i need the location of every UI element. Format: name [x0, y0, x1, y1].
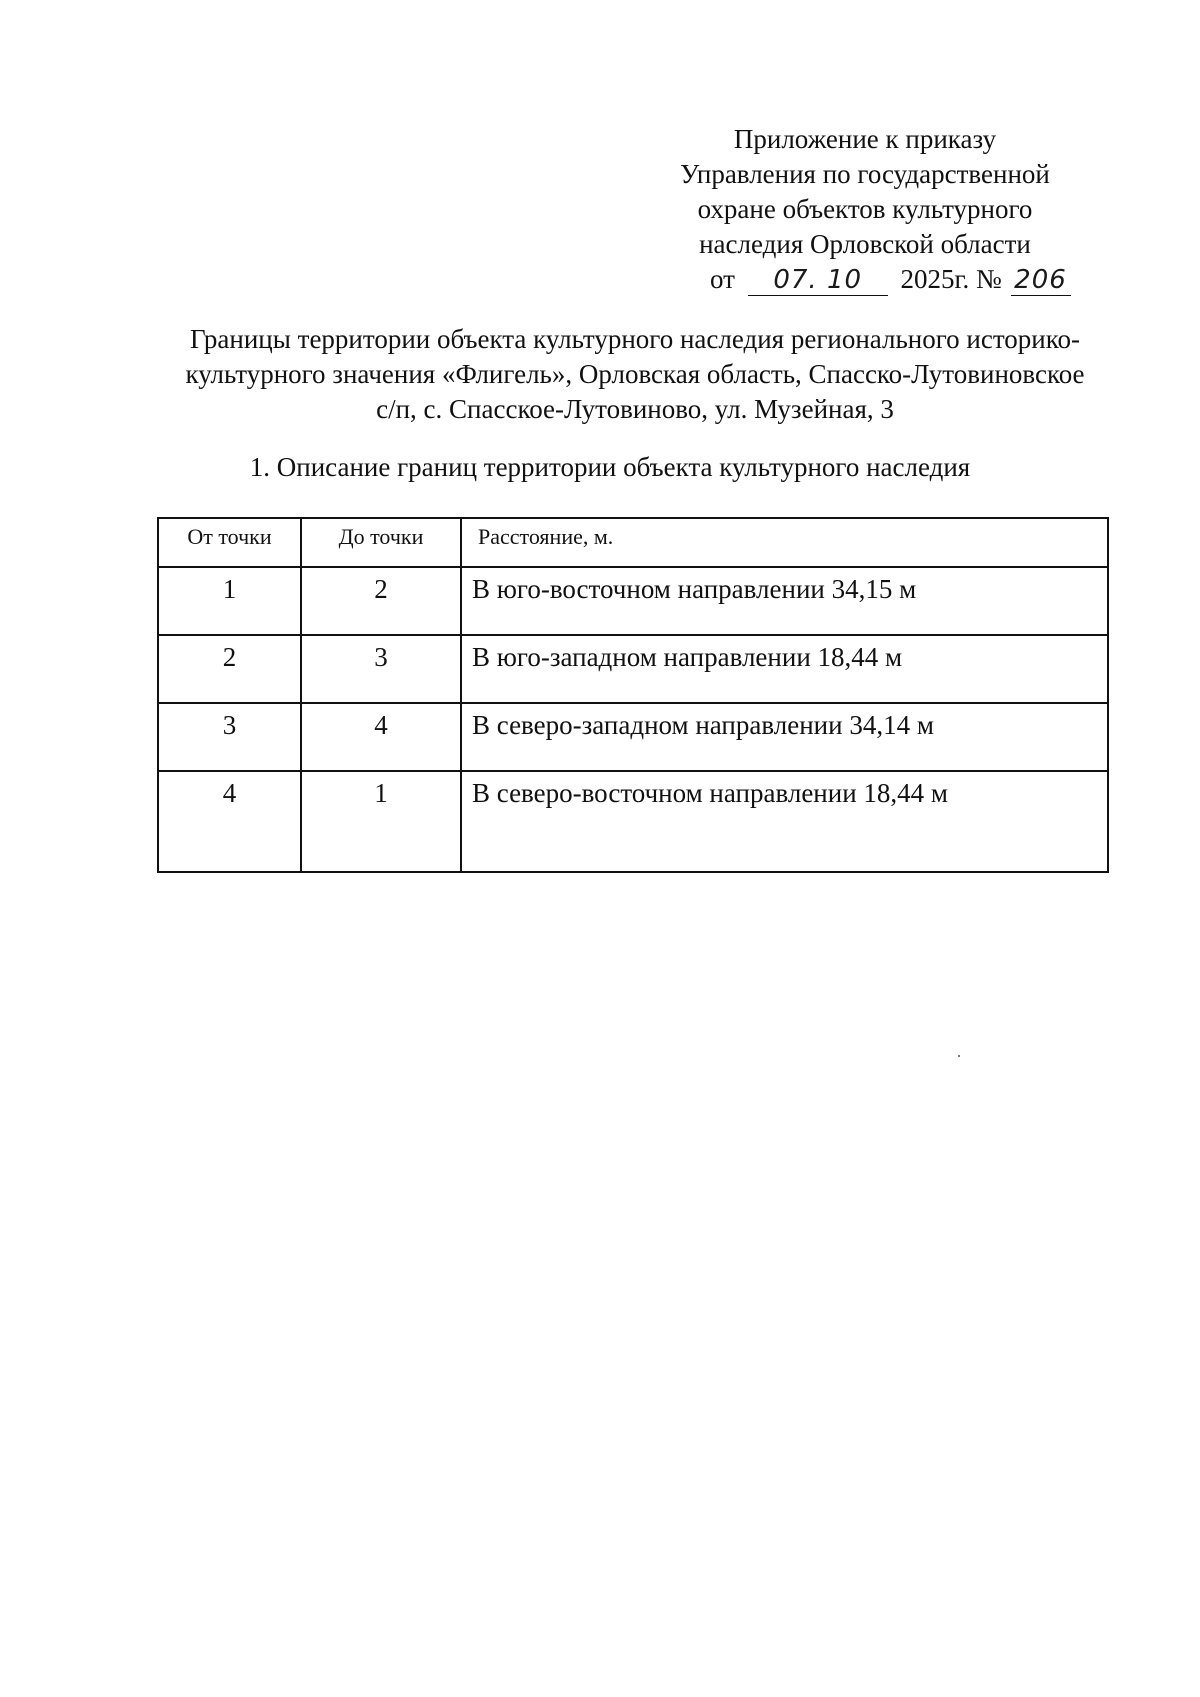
header-distance: Расстояние, м. [461, 518, 1108, 567]
table-row [158, 567, 1108, 635]
table-row [158, 703, 1108, 771]
cell-distance: В северо-западном направлении 34,14 м [461, 703, 1108, 771]
handwritten-order-number: 206 [1011, 265, 1071, 296]
appendix-header [640, 122, 1090, 262]
appendix-line: охране объектов культурного [697, 194, 1033, 224]
cell-to: 3 [301, 635, 461, 703]
header-to-point: До точки [301, 518, 461, 567]
cell-from: 2 [158, 635, 301, 703]
cell-to: 4 [301, 703, 461, 771]
document-title [170, 322, 1100, 427]
handwritten-date: 07. 10 [748, 265, 888, 296]
cell-from: 3 [158, 703, 301, 771]
cell-to: 1 [301, 771, 461, 872]
cell-to: 2 [301, 567, 461, 635]
table-row [158, 771, 1108, 872]
date-prefix: от [710, 264, 735, 294]
cell-distance: В юго-западном направлении 18,44 м [461, 635, 1108, 703]
cell-from: 4 [158, 771, 301, 872]
cell-from: 1 [158, 567, 301, 635]
appendix-line: наследия Орловской области [699, 229, 1031, 259]
table-row [158, 635, 1108, 703]
appendix-line: Приложение к приказу [733, 124, 997, 154]
boundary-table [157, 517, 1109, 873]
cell-distance: В северо-восточном направлении 18,44 м [461, 771, 1108, 872]
title-line: Границы территории объекта культурного наследия регионального историко- [190, 324, 1080, 354]
scan-speck [958, 1055, 960, 1057]
header-from-point: От точки [158, 518, 301, 567]
title-line: культурного значения «Флигель», Орловская область, Спасско-Лутовиновское [185, 359, 1085, 389]
section-heading: 1. Описание границ территории объекта культурного наследия [249, 452, 971, 482]
year-and-number-label: 2025г. № [900, 264, 1002, 294]
order-date-line [710, 262, 1071, 297]
title-line: с/п, с. Спасское-Лутовиново, ул. Музейная, 3 [376, 394, 894, 424]
table-header-row [158, 518, 1108, 567]
appendix-line: Управления по государственной [680, 159, 1050, 189]
cell-distance: В юго-восточном направлении 34,15 м [461, 567, 1108, 635]
